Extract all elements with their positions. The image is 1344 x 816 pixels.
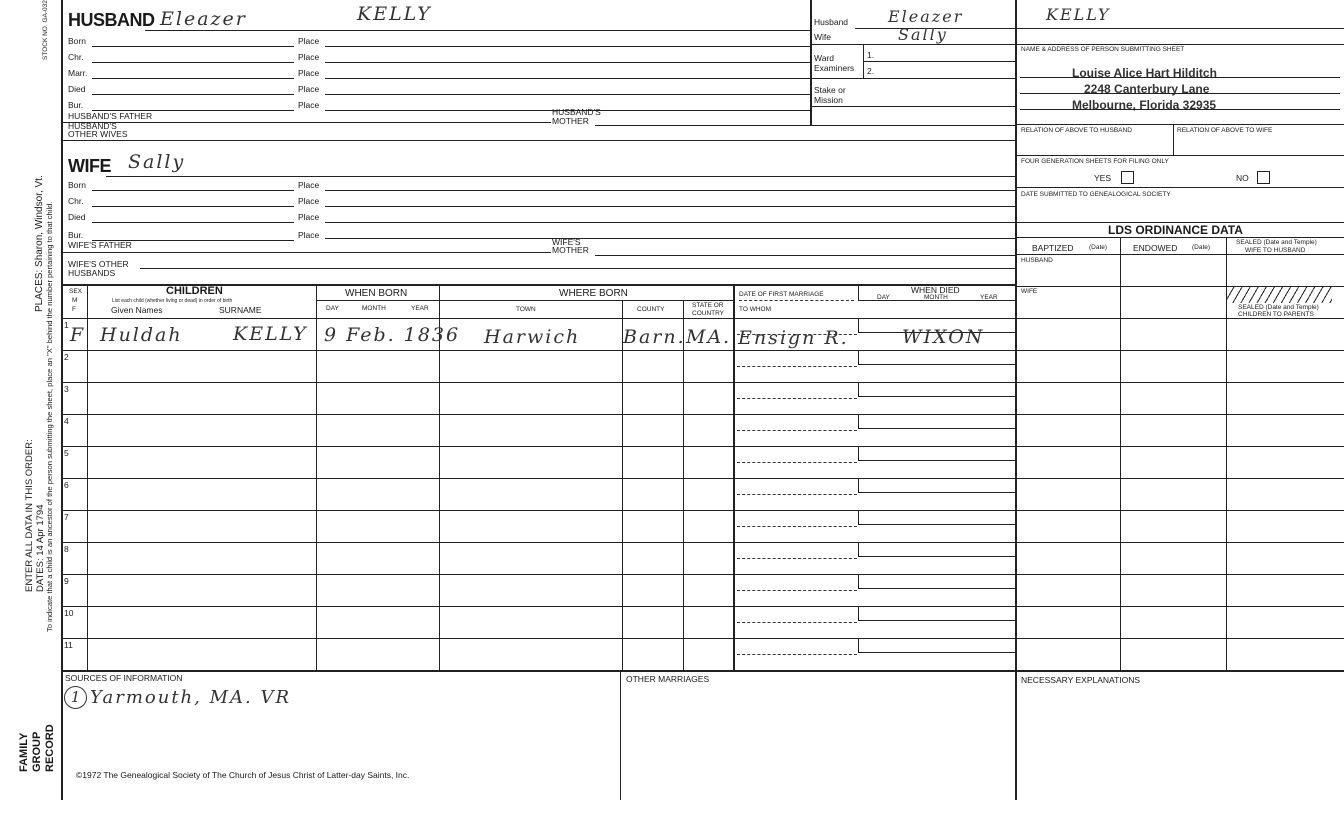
husband-born-date-line <box>92 46 294 47</box>
child-number: 5 <box>64 448 69 458</box>
other-marriages-divider <box>620 670 621 800</box>
submitter-city: Melbourne, Florida 32935 <box>1072 98 1217 112</box>
lds-title-line <box>1015 237 1344 238</box>
table-row-line <box>61 670 1015 671</box>
child-birth-town[interactable]: Harwich <box>484 326 581 348</box>
form-title-group: GROUP <box>31 731 43 772</box>
no-label: NO <box>1236 173 1249 183</box>
wife-chr-place-line <box>325 206 1015 207</box>
relation-divider <box>1173 124 1174 155</box>
wife-mother-line <box>595 255 1015 256</box>
wife-born-date-line <box>92 190 294 191</box>
husband-born-place-label: Place <box>298 36 320 46</box>
yes-label: YES <box>1094 173 1112 183</box>
header-bottom-line <box>61 318 1015 319</box>
child-number: 4 <box>64 416 69 426</box>
lds-row-line <box>1015 382 1344 383</box>
marriage-date-dash <box>737 526 857 527</box>
endowed-date-label: (Date) <box>1192 244 1211 251</box>
relation-husband-label: RELATION OF ABOVE TO HUSBAND <box>1021 127 1132 134</box>
to-whom-label: TO WHOM <box>739 306 772 313</box>
marriage-date-dash <box>737 366 857 367</box>
state-label-1: STATE OR <box>692 302 724 309</box>
marriage-date-dash <box>737 622 857 623</box>
box-wife-label: Wife <box>814 32 831 42</box>
lds-row-line <box>1015 510 1344 511</box>
husband-marr-label: Marr. <box>68 68 88 78</box>
wife-died-label: Died <box>68 212 86 222</box>
child-spouse-surname[interactable]: WIXON <box>902 326 985 348</box>
examiner-1-line <box>863 61 1015 62</box>
first-marriage-dash <box>739 300 854 301</box>
died-date-line <box>858 620 1015 621</box>
margin-places: PLACES: Sharon, Windsor, Vt. <box>34 175 45 312</box>
died-subheader-line <box>858 300 1015 301</box>
wife-died-place-label: Place <box>298 212 320 222</box>
marriage-date-dash <box>737 654 857 655</box>
child-number: 6 <box>64 480 69 490</box>
wife-chr-place-label: Place <box>298 196 320 206</box>
baptized-label: BAPTIZED <box>1032 243 1074 253</box>
sealed-children-hatch <box>1227 286 1332 303</box>
box-husband-surname[interactable]: KELLY <box>1046 5 1111 24</box>
wife-born-label: Born <box>68 180 86 190</box>
sealed-children-label-1: SEALED (Date and Temple) <box>1238 304 1319 311</box>
lds-row-line <box>1015 478 1344 479</box>
examiner-2: 2. <box>867 66 875 76</box>
wife-other-husbands-2: HUSBANDS <box>68 268 116 278</box>
sex-f-label: F <box>72 306 76 313</box>
child-given-name[interactable]: Huldah <box>100 324 183 346</box>
wife-other-husbands-1: WIFE'S OTHER <box>68 259 129 269</box>
wife-father-line <box>61 252 551 253</box>
no-checkbox[interactable] <box>1257 171 1270 184</box>
margin-instruction: To indicate that a child is an ancestor of the person submitting the sheet, place an "X" behind the number pertaining to that child. <box>45 201 54 632</box>
date-submitted-label: DATE SUBMITTED TO GENEALOGICAL SOCIETY <box>1021 191 1171 198</box>
when-died-label: WHEN DIED <box>911 285 960 295</box>
died-box-divider <box>858 478 859 493</box>
husband-born-label: Born <box>68 36 86 46</box>
table-row-line <box>61 350 1015 351</box>
husband-name-line <box>145 30 810 31</box>
sealed-wife-label-1: SEALED (Date and Temple) <box>1236 239 1317 246</box>
died-date-line <box>858 524 1015 525</box>
form-title-record: RECORD <box>44 724 56 772</box>
husband-marr-place-label: Place <box>298 68 320 78</box>
endowed-label: ENDOWED <box>1133 243 1178 253</box>
submitter-street: 2248 Canterbury Lane <box>1084 82 1210 96</box>
child-number: 7 <box>64 512 69 522</box>
lds-row-line <box>1015 638 1344 639</box>
given-names-label: Given Names <box>111 305 163 315</box>
wife-bur-place-label: Place <box>298 230 320 240</box>
table-row-line <box>61 638 1015 639</box>
lds-header-line <box>1015 254 1344 255</box>
child-birth-county[interactable]: Barn. <box>623 326 686 348</box>
table-row-line <box>61 478 1015 479</box>
examiner-2-line <box>810 78 1015 79</box>
lds-row-line <box>1015 414 1344 415</box>
died-box-divider <box>858 638 859 653</box>
children-instruction: List each child (whether living or dead) in order of birth <box>112 298 233 304</box>
child-number: 1 <box>64 320 69 330</box>
husband-other-wives-2: OTHER WIVES <box>68 129 128 139</box>
wife-bur-label: Bur. <box>68 230 84 240</box>
husband-bur-place-label: Place <box>298 100 320 110</box>
wife-mother-label-2: MOTHER <box>552 245 589 255</box>
husband-chr-place-line <box>325 62 810 63</box>
died-box-divider <box>858 318 859 333</box>
wife-name-line <box>106 176 1015 177</box>
died-box-divider <box>858 414 859 429</box>
when-born-label: WHEN BORN <box>345 288 408 299</box>
frame-left <box>61 0 63 800</box>
died-box-divider <box>858 350 859 365</box>
died-day-label: DAY <box>877 294 890 301</box>
died-date-line <box>858 396 1015 397</box>
date-submitted-top-line <box>1015 187 1344 188</box>
child-number: 9 <box>64 576 69 586</box>
ward-label: Ward <box>814 53 834 63</box>
submitter-line-3 <box>1020 109 1340 110</box>
husband-died-date-line <box>92 94 294 95</box>
husband-bur-label: Bur. <box>68 100 84 110</box>
table-row-line <box>61 382 1015 383</box>
child-birth-date[interactable]: 9 Feb. 1836 <box>324 324 461 346</box>
examiners-label: Examiners <box>814 63 855 73</box>
died-date-line <box>858 460 1015 461</box>
husband-born-place-line <box>325 46 810 47</box>
died-date-line <box>858 588 1015 589</box>
col-county-divider <box>683 300 684 670</box>
margin-order: ENTER ALL DATA IN THIS ORDER: <box>24 439 35 592</box>
stake-line <box>810 106 1015 107</box>
surname-label: SURNAME <box>219 305 262 315</box>
wife-born-place-line <box>325 190 1015 191</box>
died-date-line <box>858 492 1015 493</box>
husband-died-label: Died <box>68 84 86 94</box>
born-day-label: DAY <box>326 305 339 312</box>
source-number: 1 <box>64 686 87 709</box>
table-row-line <box>61 414 1015 415</box>
child-number: 3 <box>64 384 69 394</box>
where-born-label: WHERE BORN <box>559 288 628 299</box>
wife-other-husbands-line <box>140 268 1015 269</box>
box-wife-given[interactable]: Sally <box>898 25 948 44</box>
child-number: 2 <box>64 352 69 362</box>
wife-died-place-line <box>325 222 1015 223</box>
lds-row-line <box>1015 286 1344 287</box>
husband-father-line <box>61 122 551 123</box>
yes-checkbox[interactable] <box>1121 171 1134 184</box>
col-town-divider <box>622 300 623 670</box>
child-spouse-given[interactable]: Ensign R. <box>738 327 849 349</box>
lds-wife-label: WIFE <box>1021 288 1038 295</box>
sources-label: SOURCES OF INFORMATION <box>65 673 183 683</box>
husband-chr-label: Chr. <box>68 52 84 62</box>
table-row-line <box>61 446 1015 447</box>
sex-label: SEX <box>69 288 83 295</box>
submitter-header: NAME & ADDRESS OF PERSON SUBMITTING SHEET <box>1021 46 1185 53</box>
county-label: COUNTY <box>637 306 665 313</box>
first-marriage-label: DATE OF FIRST MARRIAGE <box>739 291 824 298</box>
wife-mother-label-1: WIFE'S <box>552 237 581 247</box>
lds-row-line <box>1015 606 1344 607</box>
col-name-divider <box>316 284 317 670</box>
marriage-date-dash <box>737 398 857 399</box>
husband-marr-date-line <box>92 78 294 79</box>
wife-father-label: WIFE'S FATHER <box>68 240 132 250</box>
born-year-label: YEAR <box>411 305 429 312</box>
husband-mother-label-2: MOTHER <box>552 116 589 126</box>
relation-top-line <box>1015 124 1344 125</box>
submitter-line-2 <box>1020 93 1340 94</box>
child-number: 8 <box>64 544 69 554</box>
submitter-top-line <box>1015 44 1344 45</box>
sealed-wife-label-2: WIFE TO HUSBAND <box>1245 247 1306 254</box>
born-month-label: MONTH <box>362 305 386 312</box>
stake-label-1: Stake or <box>814 85 846 95</box>
husband-marr-place-line <box>325 78 810 79</box>
four-gen-top-line <box>1015 155 1344 156</box>
town-label: TOWN <box>516 306 536 313</box>
wife-given-name[interactable]: Sally <box>128 151 186 173</box>
died-box-divider <box>858 382 859 397</box>
wife-section-top <box>61 140 1015 141</box>
died-date-line <box>858 364 1015 365</box>
right-panel-divider <box>1015 0 1017 800</box>
submitter-line-1 <box>1020 77 1340 78</box>
four-gen-label: FOUR GENERATION SHEETS FOR FILING ONLY <box>1021 158 1169 165</box>
husband-chr-place-label: Place <box>298 52 320 62</box>
husband-mother-label-1: HUSBAND'S <box>552 107 601 117</box>
lds-row-line <box>1015 446 1344 447</box>
child-surname[interactable]: KELLY <box>233 323 308 345</box>
husband-label: HUSBAND <box>68 10 155 30</box>
child-number: 11 <box>64 640 73 650</box>
died-month-label: MONTH <box>924 294 948 301</box>
child-sex[interactable]: F <box>70 324 86 346</box>
died-box-divider <box>858 510 859 525</box>
source-entry[interactable]: Yarmouth, MA. VR <box>90 687 292 708</box>
lds-husband-label: HUSBAND <box>1021 257 1053 264</box>
necessary-explanations-label: NECESSARY EXPLANATIONS <box>1021 675 1141 685</box>
other-marriages-label: OTHER MARRIAGES <box>626 674 710 684</box>
wife-chr-label: Chr. <box>68 196 84 206</box>
died-date-line <box>858 556 1015 557</box>
submitter-name: Louise Alice Hart Hilditch <box>1072 66 1217 80</box>
died-box-divider <box>858 446 859 461</box>
sex-m-label: M <box>72 297 78 304</box>
lds-row-line <box>1015 350 1344 351</box>
copyright: ©1972 The Genealogical Society of The Church of Jesus Christ of Latter-day Saints, Inc. <box>76 770 410 780</box>
state-label-2: COUNTRY <box>692 310 725 317</box>
husband-died-place-label: Place <box>298 84 320 94</box>
lds-title: LDS ORDINANCE DATA <box>1108 223 1243 237</box>
husband-father-label: HUSBAND'S FATHER <box>68 111 153 121</box>
husband-surname[interactable]: KELLY <box>357 3 432 25</box>
husband-died-place-line <box>325 94 810 95</box>
died-box-divider <box>858 574 859 589</box>
table-row-line <box>61 542 1015 543</box>
wife-chr-date-line <box>92 206 294 207</box>
husband-chr-date-line <box>92 62 294 63</box>
marriage-date-dash <box>737 494 857 495</box>
lds-row-line <box>1015 542 1344 543</box>
child-number: 10 <box>64 608 74 618</box>
child-birth-state[interactable]: MA. <box>686 326 732 348</box>
marriage-date-dash <box>737 430 857 431</box>
marriage-date-dash <box>737 558 857 559</box>
marriage-date-dash <box>737 462 857 463</box>
examiner-1: 1. <box>867 50 875 60</box>
born-subheader-line <box>316 300 733 301</box>
col-where-divider <box>733 284 735 670</box>
stake-label-2: Mission <box>814 95 843 105</box>
sealed-children-label-2: CHILDREN TO PARENTS <box>1238 311 1314 318</box>
lds-row-line <box>1015 318 1344 319</box>
died-date-line <box>858 428 1015 429</box>
box-husband-given[interactable]: Eleazer <box>888 7 964 26</box>
wife-label: WIFE <box>68 156 111 176</box>
husband-given-name[interactable]: Eleazer <box>160 8 247 30</box>
children-label: CHILDREN <box>166 285 223 297</box>
box-husband-label: Husband <box>814 17 849 27</box>
col-died-divider <box>858 284 859 300</box>
table-row-line <box>61 574 1015 575</box>
stock-number: STOCK NO. GA-032 <box>42 0 49 60</box>
form-title-family: FAMILY <box>18 732 30 772</box>
died-date-line <box>858 652 1015 653</box>
husband-other-wives-1: HUSBAND'S <box>68 121 117 131</box>
died-year-label: YEAR <box>980 294 998 301</box>
died-box-divider <box>858 606 859 621</box>
relation-wife-label: RELATION OF ABOVE TO WIFE <box>1177 127 1273 134</box>
wife-died-date-line <box>92 222 294 223</box>
table-row-line <box>61 606 1015 607</box>
wife-born-place-label: Place <box>298 180 320 190</box>
wife-bur-place-line <box>325 238 1015 239</box>
table-row-line <box>61 510 1015 511</box>
lds-row-line <box>1015 574 1344 575</box>
marriage-date-dash <box>737 590 857 591</box>
margin-dates: DATES: 14 Apr 1794 <box>35 504 46 592</box>
died-box-divider <box>858 542 859 557</box>
husband-mother-line <box>595 125 1015 126</box>
col-sex-divider <box>87 284 88 670</box>
baptized-date-label: (Date) <box>1089 244 1108 251</box>
